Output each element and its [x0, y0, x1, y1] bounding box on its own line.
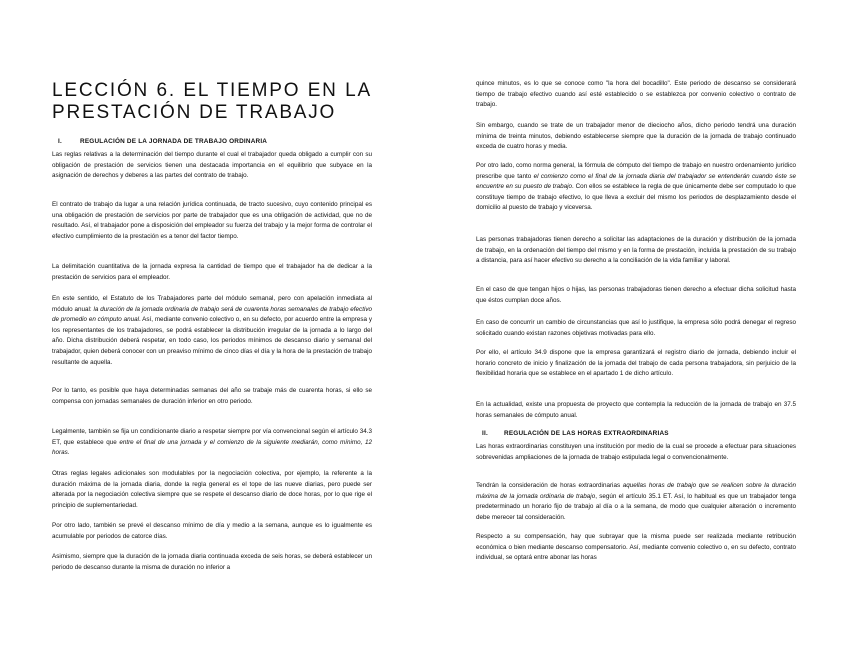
left-paragraph-4-italic: la duración de la jornada ordinaria de trabajo será de cuarenta horas semanales de trabajo efectivo de promedio en cómputo anual — [52, 305, 373, 324]
left-paragraph-2: El contrato de trabajo da lugar a una relación jurídica continuada, de tracto sucesivo, cuyo contenido principal es una obligación de prestación de servicios por parte de trabajador que es una obligación de actividad, que no de resultado. Así, el trabajador pone a disposición del empleador su fuerza del trabajo y la mejor forma de controlar el efectivo cumplimiento de la prestación es a tenor del factor tiempo. — [52, 201, 372, 240]
left-paragraph-9: Asimismo, siempre que la duración de la jornada diaria continuada exceda de seis horas, se deberá establecer un periodo de descanso durante la misma de duración no inferior a — [52, 553, 372, 571]
right-paragraph-1: quince minutos, es lo que se conoce como "la hora del bocadillo". Este periodo de descanso se considerará tiempo de trabajo efectivo cuando así esté establecido o se establezca por convenio colectivo o contrato de trabajo. — [476, 80, 796, 109]
left-paragraph-5: Por lo tanto, es posible que haya determinadas semanas del año se trabaje más de cuarenta horas, si ello se compensa con jornadas semanales de duración inferior en otro periodo. — [52, 387, 372, 405]
left-paragraph-1: Las reglas relativas a la determinación del tiempo durante el cual el trabajador queda obligado a cumplir con su obligación de prestación de servicios tienen una destacada importancia en el equilibrio que subyace en la asignación de derechos y deberes a las partes del contrato de trabajo. — [52, 151, 372, 180]
left-paragraph-4-text-b: . Así, mediante convenio colectivo o, en su defecto, por acuerdo entre la empresa y los representantes de los trabajadores, se podrá establecer la distribución irregular de la jornada a lo largo del año. Dicha distribución deberá respetar, en todo caso, los periodos mínimos de descanso diario y semanal del trabajador, quien deberá conocer con un preaviso mínimo de cinco días el día y la hora de la prestación de trabajo resultante de aquella. — [52, 316, 372, 366]
right-paragraph-7: Por ello, el artículo 34.9 dispone que la empresa garantizará el registro diario de jornada, debiendo incluir el horario concreto de inicio y finalización de la jornada del trabajo de cada persona trabajadora, sin perjuicio de la flexibilidad horaria que se establece en el apartado 1 de dicho artículo. — [476, 349, 796, 378]
right-paragraph-6: En caso de concurrir un cambio de circunstancias que así lo justifique, la empresa sólo podrá denegar el regreso solicitado cuando existan razones objetivas motivadas para ello. — [476, 319, 796, 337]
right-paragraph-8: En la actualidad, existe una propuesta de proyecto que contempla la reducción de la jornada de trabajo en 37.5 horas semanales de cómputo anual. — [476, 401, 796, 419]
right-paragraph-10-italic: aquellas horas de trabajo que se realicen sobre la duración máxima de la jornada ordinaria de trabajo — [476, 482, 796, 500]
right-paragraph-3-italic: el comienzo como el final de la jornada diaria del trabajador se entenderán cuando éste se encuentre en su puesto de trabajo — [476, 172, 796, 191]
left-paragraph-4 — [52, 294, 372, 368]
title-line-2: PRESTACIÓN DE TRABAJO — [52, 102, 337, 123]
section-2-title: REGULACIÓN DE LAS HORAS EXTRAORDINARIAS — [504, 430, 669, 437]
right-paragraph-5: En el caso de que tengan hijos o hijas, las personas trabajadoras tienen derecho a efectuar dicha solicitud hasta que éstos cumplan doce años. — [476, 286, 796, 304]
right-paragraph-3-text-b: . Con ellos se establece la regla de que únicamente debe ser computado lo que constituye tiempo de trabajo efectivo, lo que lleva a excluir del mismo los periodos de desplazamiento desde el domicilio al puesto de trabajo y viceversa. — [476, 183, 796, 212]
title-line-1: LECCIÓN 6. EL TIEMPO EN LA — [52, 80, 372, 101]
right-paragraph-11: Respecto a su compensación, hay que subrayar que la misma puede ser realizada mediante retribución económica o bien mediante descanso compensatorio. Así, mediante convenio colectivo o, en su defecto, contrato individual, se optará entre abonar las horas — [476, 533, 796, 562]
left-paragraph-6-italic: entre el final de una jornada y el comienzo de la siguiente mediarán, como mínimo, 12 horas — [52, 438, 372, 457]
right-paragraph-3-text-a: Por otro lado, como norma general, la fórmula de cómputo del tiempo de trabajo en nuestro ordenamiento jurídico prescribe que tanto — [476, 162, 796, 180]
section-1-number: I. — [58, 138, 62, 145]
right-paragraph-10-text-b: , según el artículo 35.1 ET. Así, lo habitual es que un trabajador tenga predeterminado un horario fijo de trabajo al día o a la semana, de modo que cualquier alteración o incremento debe merecer tal consideración. — [476, 492, 796, 521]
section-1-title: REGULACIÓN DE LA JORNADA DE TRABAJO ORDINARIA — [80, 138, 268, 145]
section-2-heading — [476, 430, 796, 437]
section-2-number: II. — [482, 430, 488, 437]
left-paragraph-6-text-a: Legalmente, también se fija un condicionante diario a respetar siempre por vía convencional según el artículo 34.3 ET, que establece que — [52, 428, 372, 446]
page-title — [52, 80, 372, 124]
left-paragraph-3: La delimitación cuantitativa de la jornada expresa la cantidad de tiempo que el trabajador ha de dedicar a la prestación de servicios para el empleador. — [52, 263, 372, 281]
right-paragraph-9: Las horas extraordinarias constituyen una institución por medio de la cual se procede a efectuar para situaciones sobrevenidas ampliaciones de la jornada de trabajo estipulada legal o convencionalmente. — [476, 443, 796, 461]
right-paragraph-10-text-a: Tendrán la consideración de horas extraordinarias — [476, 482, 623, 489]
left-paragraph-8: Por otro lado, también se prevé el descanso mínimo de día y medio a la semana, aunque es lo igualmente es acumulable por periodos de catorce días. — [52, 522, 372, 540]
right-paragraph-2: Sin embargo, cuando se trate de un trabajador menor de dieciocho años, dicho periodo tendrá una duración mínima de treinta minutos, debiendo establecerse siempre que la duración de la jornada de trabajo continuado exceda de cuatro horas y media. — [476, 122, 796, 151]
right-paragraph-4: Las personas trabajadoras tienen derecho a solicitar las adaptaciones de la duración y distribución de la jornada de trabajo, en la ordenación del tiempo del mismo y en la forma de prestación, incluida la prestación de su trabajo a distancia, para así hacer efectivo su derecho a la conciliación de la vida familiar y laboral. — [476, 236, 796, 265]
right-paragraph-10 — [476, 481, 796, 523]
left-paragraph-6-text-b: . — [67, 449, 70, 457]
section-1-heading — [52, 138, 372, 145]
left-paragraph-7: Otras reglas legales adicionales son modulables por la negociación colectiva, por ejemplo, la referente a la duración máxima de la jornada diaria, donde la regla general es el tope de las nueve diarias, pero puede ser alterada por la negociación colectiva siempre que se respete el descanso diario de doce horas, por lo que rige el principio de suplementariedad. — [52, 470, 372, 509]
left-paragraph-6 — [52, 427, 372, 459]
right-paragraph-3 — [476, 161, 796, 214]
left-paragraph-4-text-a: En este sentido, el Estatuto de los Trabajadores parte del módulo semanal, pero con apelación inmediata al módulo anual: — [52, 295, 372, 313]
